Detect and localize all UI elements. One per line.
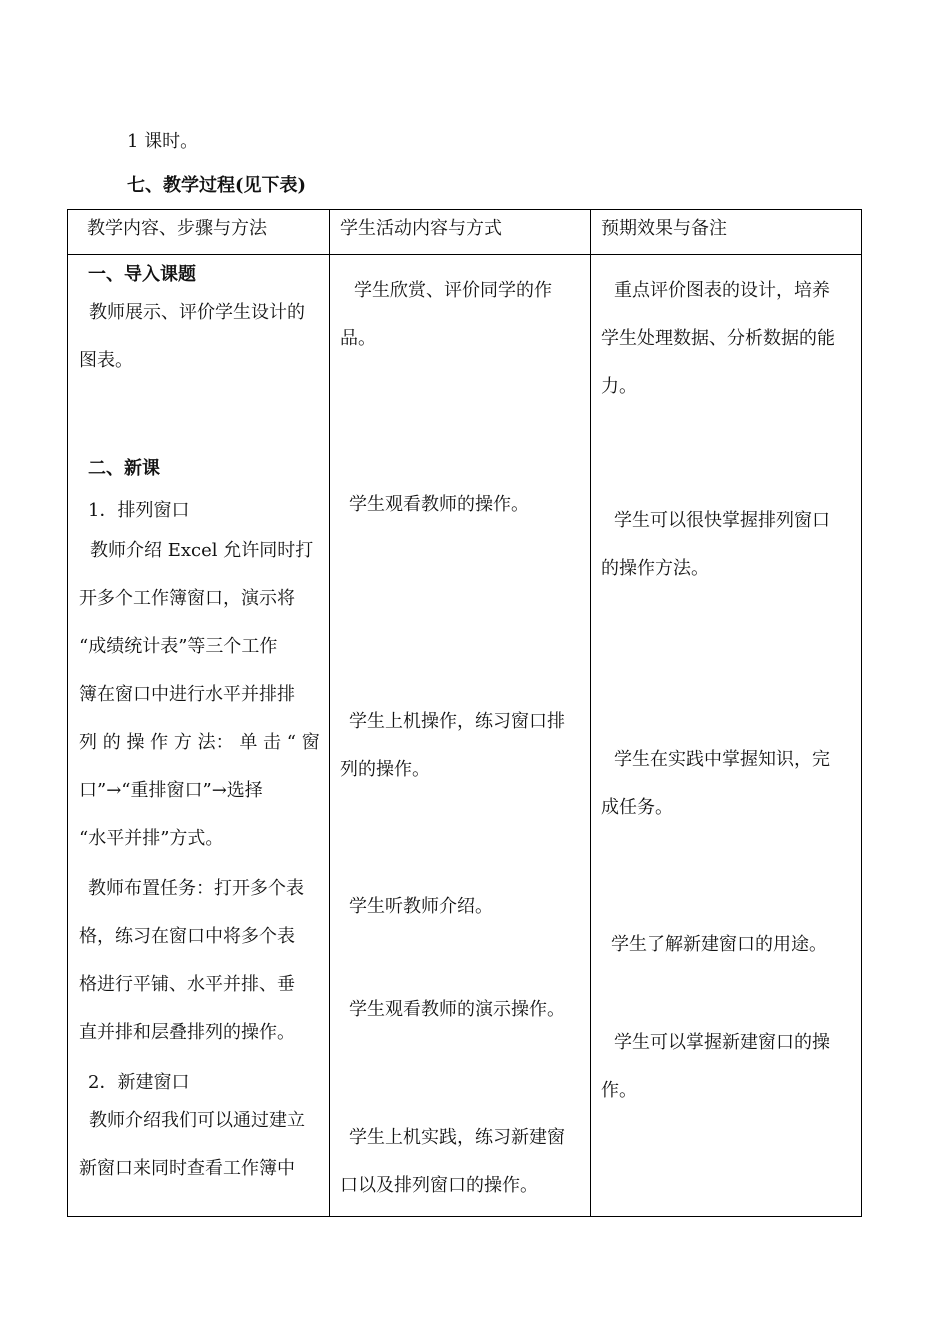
col2-block-new-window xyxy=(340,1114,565,1210)
col2-block-appreciate xyxy=(340,267,552,363)
col1-task-line: 直并排和层叠排列的操作。 xyxy=(79,1022,295,1043)
col3-line: 的操作方法。 xyxy=(601,558,709,579)
col2-listen: 学生听教师介绍。 xyxy=(349,896,493,917)
col3-line: 学生可以掌握新建窗口的操 xyxy=(614,1032,830,1053)
col3-line: 学生在实践中掌握知识，完 xyxy=(614,749,830,770)
header-divider xyxy=(67,254,862,255)
header-student-activity: 学生活动内容与方式 xyxy=(340,218,502,239)
col1-task-line: 格，练习在窗口中将多个表 xyxy=(79,926,295,947)
col1-item1-line: 列 的 操 作 方 法： 单 击 “ 窗 xyxy=(79,732,320,753)
col1-task-line: 教师布置任务：打开多个表 xyxy=(88,878,304,899)
column-divider-2 xyxy=(590,209,591,1217)
table-top-border xyxy=(67,209,862,210)
col1-item1-line: “水平并排”方式。 xyxy=(79,828,224,849)
col2-block-practice xyxy=(340,698,565,794)
col2-line: 学生欣赏、评价同学的作 xyxy=(354,280,552,301)
col1-intro-line: 图表。 xyxy=(79,350,133,371)
col3-block-arrange xyxy=(601,497,830,593)
table-left-border xyxy=(67,209,68,1217)
col3-line: 学生可以很快掌握排列窗口 xyxy=(614,510,830,531)
col3-line: 学生处理数据、分析数据的能 xyxy=(601,328,835,349)
col1-item1-title: 1．排列窗口 xyxy=(88,500,190,521)
col2-line: 列的操作。 xyxy=(340,759,430,780)
col2-line: 学生上机操作，练习窗口排 xyxy=(349,711,565,732)
col1-intro-line: 教师展示、评价学生设计的 xyxy=(89,302,305,323)
col2-line: 学生上机实践，练习新建窗 xyxy=(349,1127,565,1148)
col3-block-new-window xyxy=(601,1019,830,1115)
col1-item1-line: 簿在窗口中进行水平并排排 xyxy=(79,684,295,705)
col2-watch-demo: 学生观看教师的演示操作。 xyxy=(349,999,565,1020)
col1-item1-line: 开多个工作簿窗口，演示将 xyxy=(79,588,295,609)
col1-intro-text xyxy=(79,289,305,385)
col1-item1-line: “成绩统计表”等三个工作 xyxy=(79,636,278,657)
header-expected-effect: 预期效果与备注 xyxy=(601,218,727,239)
col3-line: 成任务。 xyxy=(601,797,673,818)
col3-line: 作。 xyxy=(601,1080,637,1101)
column-divider-1 xyxy=(329,209,330,1217)
col1-item1-line: 口”→“重排窗口”→选择 xyxy=(79,780,263,801)
class-hours-line: 1 课时。 xyxy=(127,131,199,152)
col3-block-practice xyxy=(601,736,830,832)
col1-task-text xyxy=(79,865,304,1057)
table-bottom-border xyxy=(67,1216,862,1217)
col1-heading-new-lesson: 二、新课 xyxy=(88,458,160,479)
col1-item1-line: 教师介绍 Excel 允许同时打 xyxy=(90,540,314,561)
col2-line: 口以及排列窗口的操作。 xyxy=(340,1175,538,1196)
header-teaching-content: 教学内容、步骤与方法 xyxy=(87,218,267,239)
col3-line: 重点评价图表的设计，培养 xyxy=(614,280,830,301)
col1-item2-text xyxy=(79,1097,305,1193)
col1-item2-line: 新窗口来同时查看工作簿中 xyxy=(79,1158,295,1179)
col2-line: 品。 xyxy=(340,328,376,349)
col1-task-line: 格进行平铺、水平并排、垂 xyxy=(79,974,295,995)
col1-item2-line: 教师介绍我们可以通过建立 xyxy=(89,1110,305,1131)
col3-line: 力。 xyxy=(601,376,637,397)
col1-heading-intro: 一、导入课题 xyxy=(88,264,196,285)
col2-watch-operation: 学生观看教师的操作。 xyxy=(349,494,529,515)
section-heading: 七、教学过程(见下表) xyxy=(127,175,307,196)
col3-block-evaluate xyxy=(601,267,835,411)
col1-item1-text xyxy=(79,527,320,863)
table-right-border xyxy=(861,209,862,1217)
col1-item2-title: 2．新建窗口 xyxy=(88,1072,190,1093)
col3-understand: 学生了解新建窗口的用途。 xyxy=(611,934,827,955)
